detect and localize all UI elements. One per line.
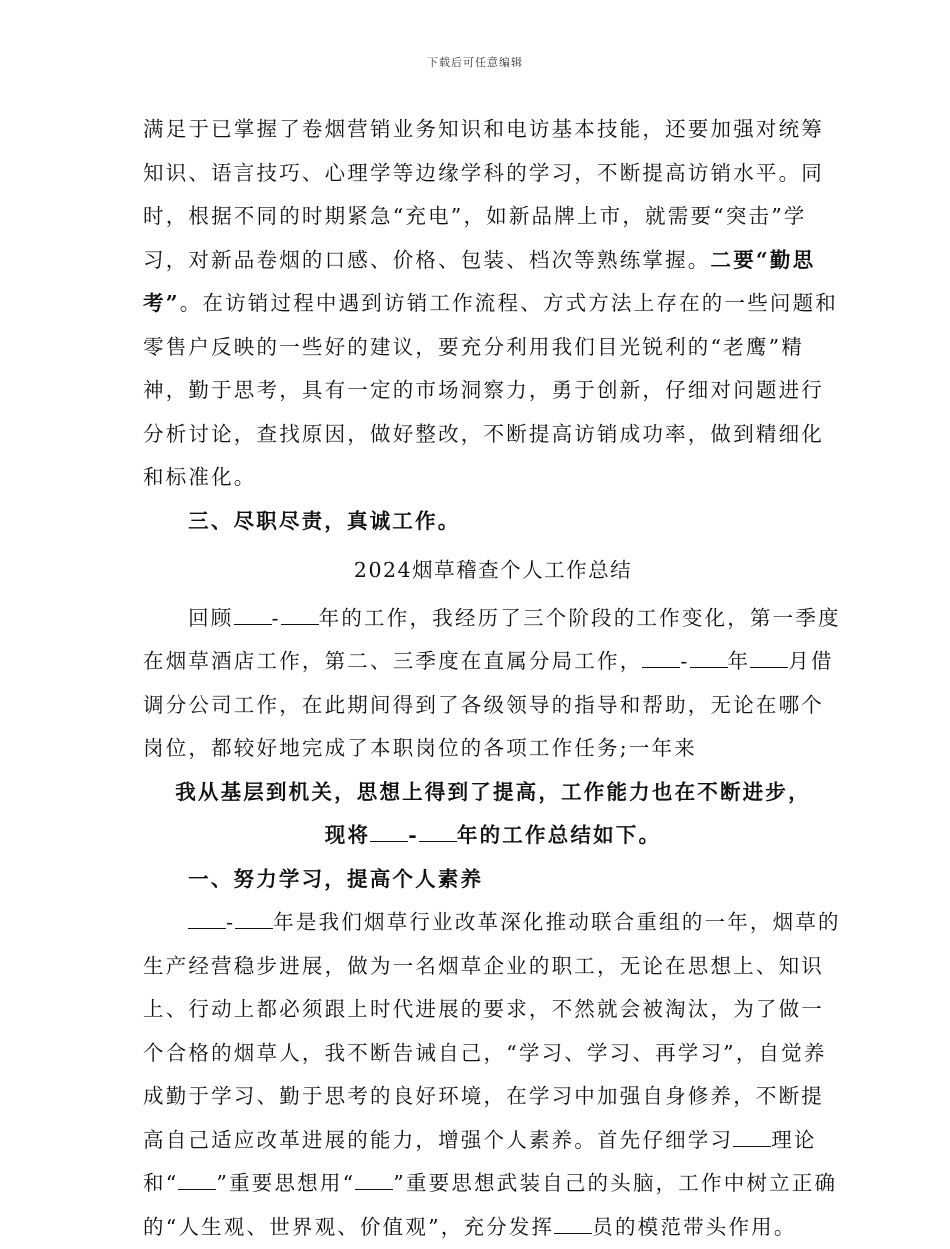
paragraph-text: 现将 bbox=[324, 823, 371, 847]
fill-blank bbox=[188, 927, 226, 929]
fill-blank bbox=[235, 927, 273, 929]
paragraph-text: 年的工作，我经历了三个阶段的工作变化，第一季度在烟草酒店工作，第二、三季度在直属分局工作， bbox=[143, 605, 841, 673]
fill-blank bbox=[355, 1188, 393, 1190]
section-heading-3: 三、尽职尽责，真诚工作。 bbox=[188, 508, 461, 533]
document-body bbox=[143, 108, 843, 1249]
fill-blank bbox=[733, 1145, 771, 1147]
fill-blank bbox=[370, 840, 408, 842]
paragraph-text: - bbox=[680, 649, 690, 673]
paragraph-text: - bbox=[408, 823, 419, 847]
paragraph-text: 月借调分公司工作，在此期间得到了各级领导的指导和帮助，无论在哪个岗位，都较好地完成了本职岗位的各项工作任务;一年来 bbox=[143, 649, 834, 760]
paragraph-text: 满足于已掌握了卷烟营销业务知识和电访基本技能，还要加强对统筹知识、语言技巧、心理学等边缘学科的学习，不断提高访销水平。同时，根据不同的时期紧急“充电”，如新品牌上市，就需要“突击”学习，对新品卷烟的口感、价格、包装、档次等熟练掌握。 bbox=[143, 117, 824, 272]
paragraph-text: 年是我们烟草行业改革深化推动联合重组的一年，烟草的生产经营稳步进展，做为一名烟草企业的职工，无论在思想上、知识上、行动上都必须跟上时代进展的要求，不然就会被淘汰，为了做一个合格的烟草人，我不断告诫自己，“学习、学习、再学习”，自觉养成勤于学习、勤于思考的良好环境，在学习中加强自身修养，不断提高自己适应改革进展的能力，增强个人素养。首先仔细学习 bbox=[143, 910, 841, 1152]
centered-statement: 我从基层到机关，思想上得到了提高，工作能力也在不断进步， bbox=[175, 779, 811, 804]
paragraph-text: - bbox=[226, 910, 236, 934]
paragraph-learning bbox=[143, 901, 843, 1249]
fill-blank bbox=[281, 623, 319, 625]
paragraph-text: 年 bbox=[727, 649, 751, 673]
fill-blank bbox=[690, 666, 728, 668]
fill-blank bbox=[642, 666, 680, 668]
fill-blank bbox=[750, 666, 788, 668]
paragraph-text: 员的模范带头作用。 bbox=[592, 1214, 797, 1239]
paragraph-text: 回顾 bbox=[188, 605, 234, 630]
paragraph-text: - bbox=[271, 605, 281, 630]
section-heading-1: 一、努力学习，提高个人素养 bbox=[188, 866, 484, 891]
fill-blank bbox=[178, 1188, 216, 1190]
paragraph-text: 。在访销过程中遇到访销工作流程、方式方法上存在的一些问题和零售户反映的一些好的建议，要充分利用我们目光锐利的“老鹰”精神，勤于思考，具有一定的市场洞察力，勇于创新，仔细对问题进行分析讨论，查找原因，做好整改，不断提高访销成功率，做到精细化和标准化。 bbox=[143, 291, 839, 489]
fill-blank bbox=[234, 623, 272, 625]
paragraph-text: ”重要思想用“ bbox=[216, 1171, 356, 1195]
paragraph-text: 理论和“ bbox=[143, 1127, 817, 1195]
paragraph-study bbox=[143, 108, 843, 500]
bold-phrase: 二要“勤思考” bbox=[143, 247, 816, 315]
document-title: 2024烟草稽查个人工作总结 bbox=[353, 558, 633, 582]
fill-blank bbox=[554, 1232, 592, 1234]
paragraph-review bbox=[143, 597, 843, 771]
fill-blank bbox=[419, 840, 457, 842]
paragraph-text: 年的工作总结如下。 bbox=[456, 823, 662, 847]
paragraph-text: ”重要思想武装自己的头脑，工作中树立正确的“人生观、世界观、价值观”，充分发挥 bbox=[143, 1171, 838, 1239]
page-header: 下载后可任意编辑 bbox=[427, 56, 523, 69]
centered-statement-summary bbox=[143, 814, 843, 858]
